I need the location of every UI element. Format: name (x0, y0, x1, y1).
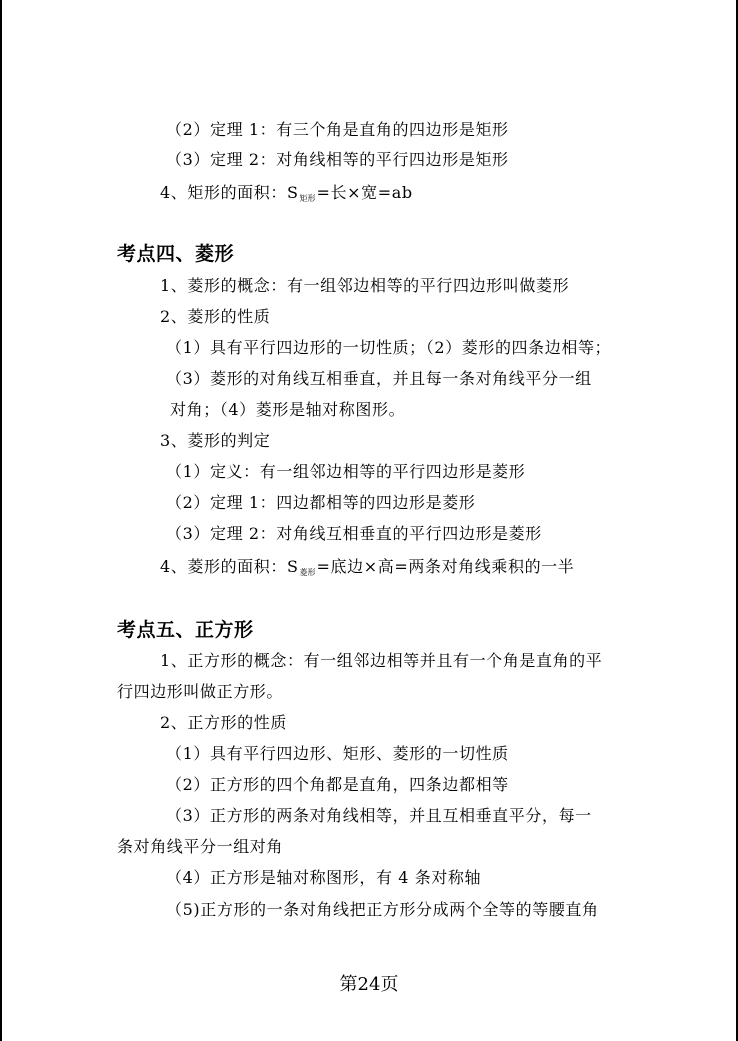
rect-area-post: =长×宽=ab (316, 183, 413, 202)
page-left-edge (0, 0, 2, 1041)
rhombus-criteria-title: 3、菱形的判定 (160, 431, 271, 450)
square-concept-cont: 行四边形叫做正方形。 (117, 682, 284, 701)
rhombus-concept: 1、菱形的概念：有一组邻边相等的平行四边形叫做菱形 (160, 276, 570, 295)
rhombus-property-1: （1）具有平行四边形的一切性质；（2）菱形的四条边相等； (166, 338, 612, 357)
square-property-2: （2）正方形的四个角都是直角，四条边都相等 (166, 775, 509, 794)
rhombus-criterion-2: （2）定理 1：四边都相等的四边形是菱形 (166, 493, 476, 512)
rhombus-area (160, 557, 574, 583)
rhombus-area-sub: 菱形 (299, 568, 316, 577)
square-property-5: （5)正方形的一条对角线把正方形分成两个全等的等腰直角 (166, 900, 599, 919)
square-property-4: （4）正方形是轴对称图形，有 4 条对称轴 (166, 868, 482, 887)
rhombus-area-post: =底边×高=两条对角线乘积的一半 (316, 557, 575, 576)
rect-area (160, 183, 413, 209)
rhombus-properties-title: 2、菱形的性质 (160, 307, 271, 326)
rhombus-area-pre: 4、菱形的面积：S (160, 557, 299, 576)
rhombus-criterion-1: （1）定义：有一组邻边相等的平行四边形是菱形 (166, 462, 526, 481)
page-number: 第24页 (339, 974, 399, 995)
rhombus-property-3: （3）菱形的对角线互相垂直，并且每一条对角线平分一组 (166, 369, 592, 388)
rect-area-sub: 矩形 (299, 194, 316, 203)
rect-theorem-2: （3）定理 2：对角线相等的平行四边形是矩形 (166, 150, 509, 169)
square-property-3-cont: 条对角线平分一组对角 (117, 837, 284, 856)
square-concept: 1、正方形的概念：有一组邻边相等并且有一个角是直角的平 (160, 651, 603, 670)
section4-heading: 考点四、菱形 (117, 243, 235, 265)
rect-area-pre: 4、矩形的面积：S (160, 183, 299, 202)
rhombus-criterion-3: （3）定理 2：对角线互相垂直的平行四边形是菱形 (166, 524, 542, 543)
square-properties-title: 2、正方形的性质 (160, 713, 287, 732)
section5-heading: 考点五、正方形 (117, 619, 254, 641)
square-property-3: （3）正方形的两条对角线相等，并且互相垂直平分，每一 (166, 806, 592, 825)
rhombus-property-3-cont: 对角；（4）菱形是轴对称图形。 (170, 400, 406, 419)
rect-theorem-1: （2）定理 1：有三个角是直角的四边形是矩形 (166, 120, 509, 139)
square-property-1: （1）具有平行四边形、矩形、菱形的一切性质 (166, 744, 509, 763)
